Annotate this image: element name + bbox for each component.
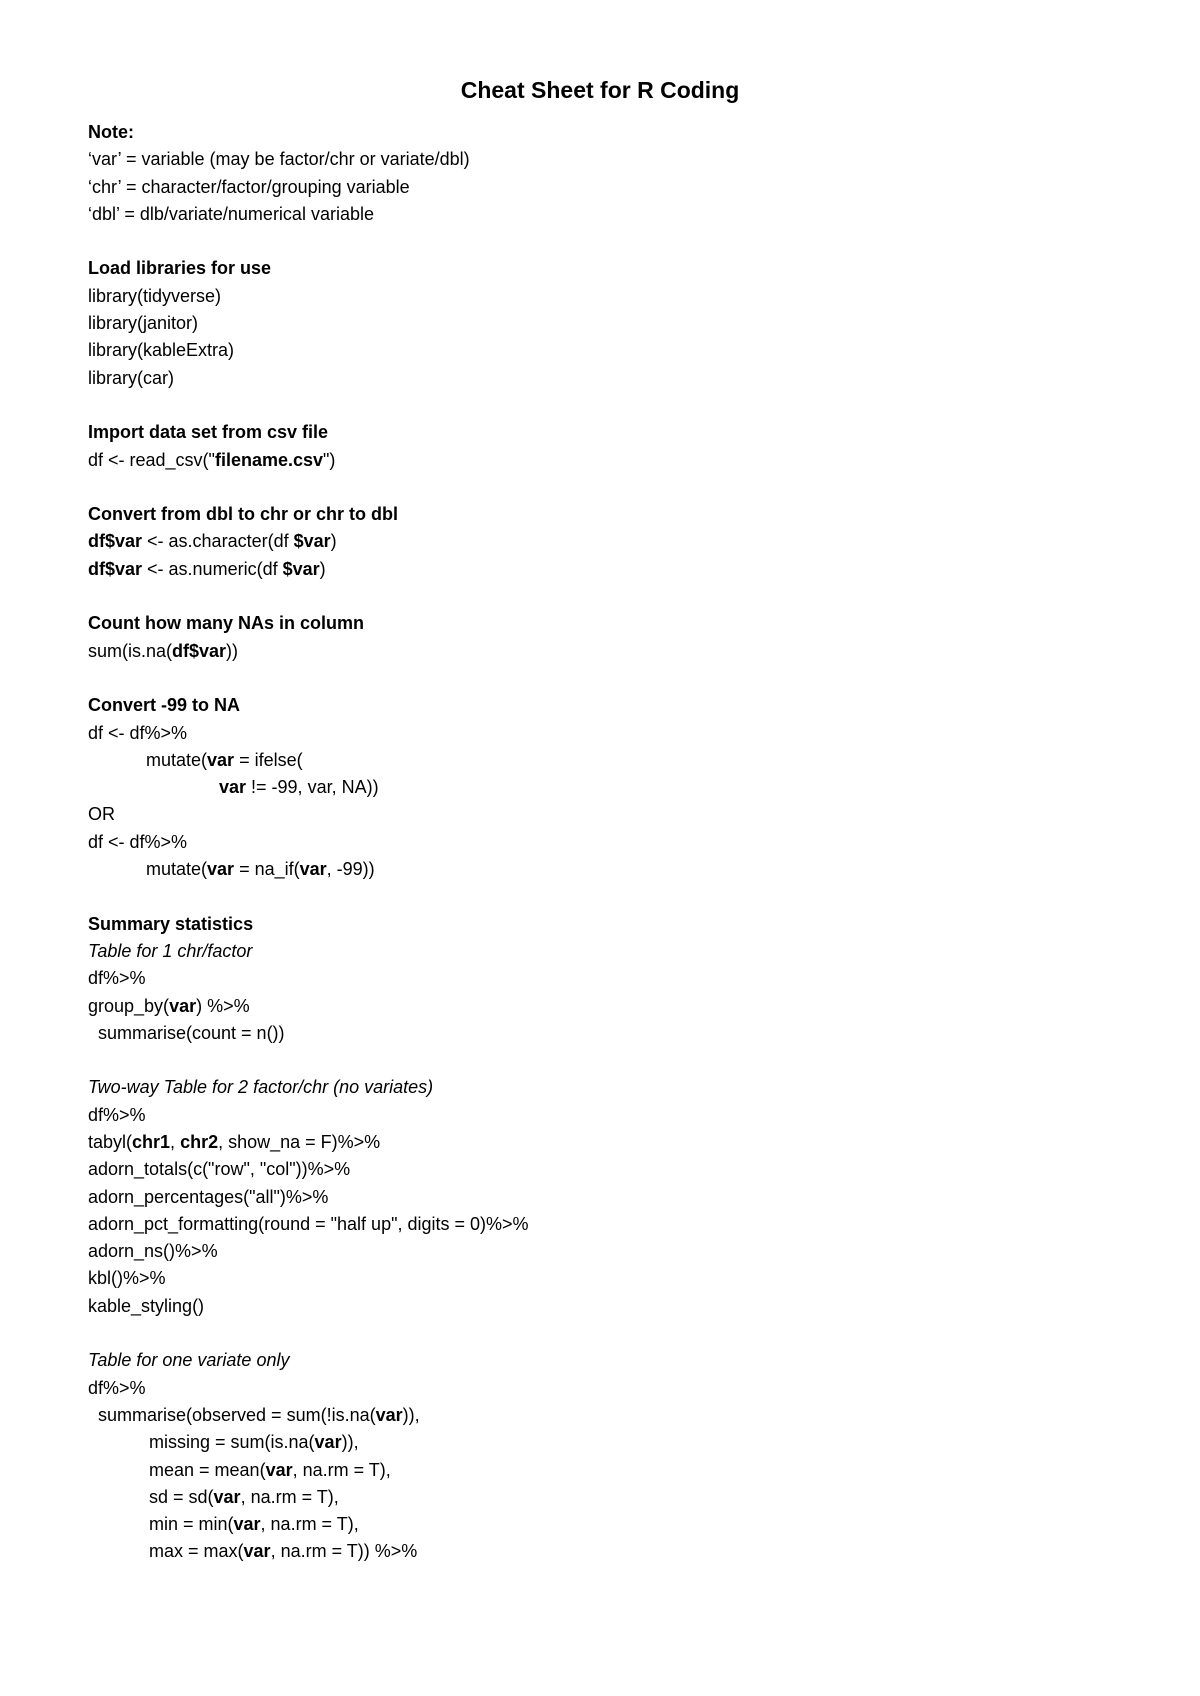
code-bold: var [219, 777, 247, 798]
code-line: library(janitor) [88, 313, 199, 334]
code-text: missing = sum(is.na( [149, 1432, 315, 1453]
code-bold: var [169, 995, 197, 1016]
note-line: ‘dbl’ = dlb/variate/numerical variable [88, 203, 374, 224]
spacer [88, 583, 1148, 610]
code-text: ) [319, 558, 326, 579]
note-line: ‘chr’ = character/factor/grouping variable [88, 176, 410, 197]
convert-heading: Convert from dbl to chr or chr to dbl [88, 504, 398, 525]
code-line [88, 447, 1148, 474]
code-text: mutate( [146, 749, 208, 770]
code-text: , na.rm = T), [292, 1459, 391, 1480]
code-line: adorn_totals(c("row", "col"))%>% [88, 1159, 351, 1180]
page-title: Cheat Sheet for R Coding [460, 77, 740, 103]
code-bold: chr1 [132, 1131, 171, 1152]
code-bold: $var [282, 558, 320, 579]
code-line: library(tidyverse) [88, 285, 222, 306]
code-line [88, 556, 1148, 583]
spacer [88, 228, 1148, 255]
code-bold: var [265, 1459, 293, 1480]
code-bold: df$var [88, 531, 143, 552]
code-text: )), [402, 1404, 420, 1425]
code-bold: chr2 [180, 1131, 219, 1152]
spacer [88, 474, 1148, 501]
subsection-label: Two-way Table for 2 factor/chr (no variates) [88, 1077, 434, 1098]
code-line: df%>% [88, 968, 146, 989]
code-line: summarise(count = n()) [98, 1022, 285, 1043]
document-body [88, 119, 1148, 1566]
code-line [88, 638, 1148, 665]
code-line: library(car) [88, 367, 175, 388]
summary-heading: Summary statistics [88, 913, 254, 934]
or-text: OR [88, 804, 115, 825]
code-bold: var [243, 1541, 271, 1562]
code-text: min = min( [149, 1514, 234, 1535]
spacer [88, 665, 1148, 692]
code-bold: var [207, 749, 235, 770]
spacer [88, 1047, 1148, 1074]
spacer [88, 883, 1148, 910]
code-bold: $var [293, 531, 331, 552]
code-line: library(kableExtra) [88, 340, 235, 361]
convert99-heading: Convert -99 to NA [88, 695, 241, 716]
libraries-heading: Load libraries for use [88, 258, 272, 279]
code-text: max = max( [149, 1541, 244, 1562]
code-line [88, 1129, 1148, 1156]
code-line [88, 856, 1148, 883]
code-line: df%>% [88, 1377, 146, 1398]
subsection-label: Table for 1 chr/factor [88, 940, 253, 961]
code-text: )), [341, 1432, 359, 1453]
code-line [88, 1484, 1148, 1511]
spacer [88, 1320, 1148, 1347]
import-heading: Import data set from csv file [88, 422, 329, 443]
code-line [88, 1402, 1148, 1429]
code-bold: var [233, 1514, 261, 1535]
code-text: != -99, var, NA)) [246, 777, 379, 798]
code-line [88, 1457, 1148, 1484]
code-text: summarise(observed = sum(!is.na( [98, 1404, 376, 1425]
note-heading: Note: [88, 122, 134, 142]
count-na-heading: Count how many NAs in column [88, 613, 365, 634]
code-line [88, 1511, 1148, 1538]
code-line: adorn_ns()%>% [88, 1241, 218, 1262]
code-text: , na.rm = T), [240, 1486, 339, 1507]
code-line [88, 774, 1148, 801]
code-line: kable_styling() [88, 1295, 205, 1316]
code-text: ) [330, 531, 337, 552]
code-text: = na_if( [234, 859, 300, 880]
code-text: <- as.character(df [142, 531, 294, 552]
code-bold: var [213, 1486, 241, 1507]
code-line: kbl()%>% [88, 1268, 166, 1289]
code-text: , [170, 1131, 181, 1152]
code-text: = ifelse( [234, 749, 303, 770]
code-bold: var [207, 859, 235, 880]
code-bold: var [299, 859, 327, 880]
code-bold: df$var [172, 640, 227, 661]
spacer [88, 392, 1148, 419]
code-line [88, 1538, 1148, 1565]
code-text: tabyl( [88, 1131, 133, 1152]
code-line [88, 528, 1148, 555]
code-text: mutate( [146, 859, 208, 880]
code-text: , na.rm = T), [260, 1514, 359, 1535]
code-line [88, 1429, 1148, 1456]
code-line: df <- df%>% [88, 831, 188, 852]
code-text: ) %>% [196, 995, 250, 1016]
subsection-label: Table for one variate only [88, 1350, 290, 1371]
code-line: df%>% [88, 1104, 146, 1125]
code-text: sd = sd( [149, 1486, 214, 1507]
code-line: adorn_pct_formatting(round = "half up", digits = 0)%>% [88, 1213, 529, 1234]
code-text: mean = mean( [149, 1459, 266, 1480]
note-line: ‘var’ = variable (may be factor/chr or variate/dbl) [88, 149, 470, 170]
code-line [88, 993, 1148, 1020]
code-text: )) [226, 640, 239, 661]
code-text: , show_na = F)%>% [218, 1131, 381, 1152]
code-text: <- as.numeric(df [142, 558, 283, 579]
code-text: , na.rm = T)) %>% [270, 1541, 418, 1562]
code-bold: var [375, 1404, 403, 1425]
code-text: df <- read_csv(" [88, 449, 215, 470]
code-text: sum(is.na( [88, 640, 173, 661]
code-line: adorn_percentages("all")%>% [88, 1186, 329, 1207]
code-bold: filename.csv [214, 449, 324, 470]
code-text: group_by( [88, 995, 170, 1016]
code-text: , -99)) [326, 859, 375, 880]
code-text: ") [323, 449, 336, 470]
code-line: df <- df%>% [88, 722, 188, 743]
code-bold: df$var [88, 558, 143, 579]
code-bold: var [314, 1432, 342, 1453]
code-line [88, 747, 1148, 774]
